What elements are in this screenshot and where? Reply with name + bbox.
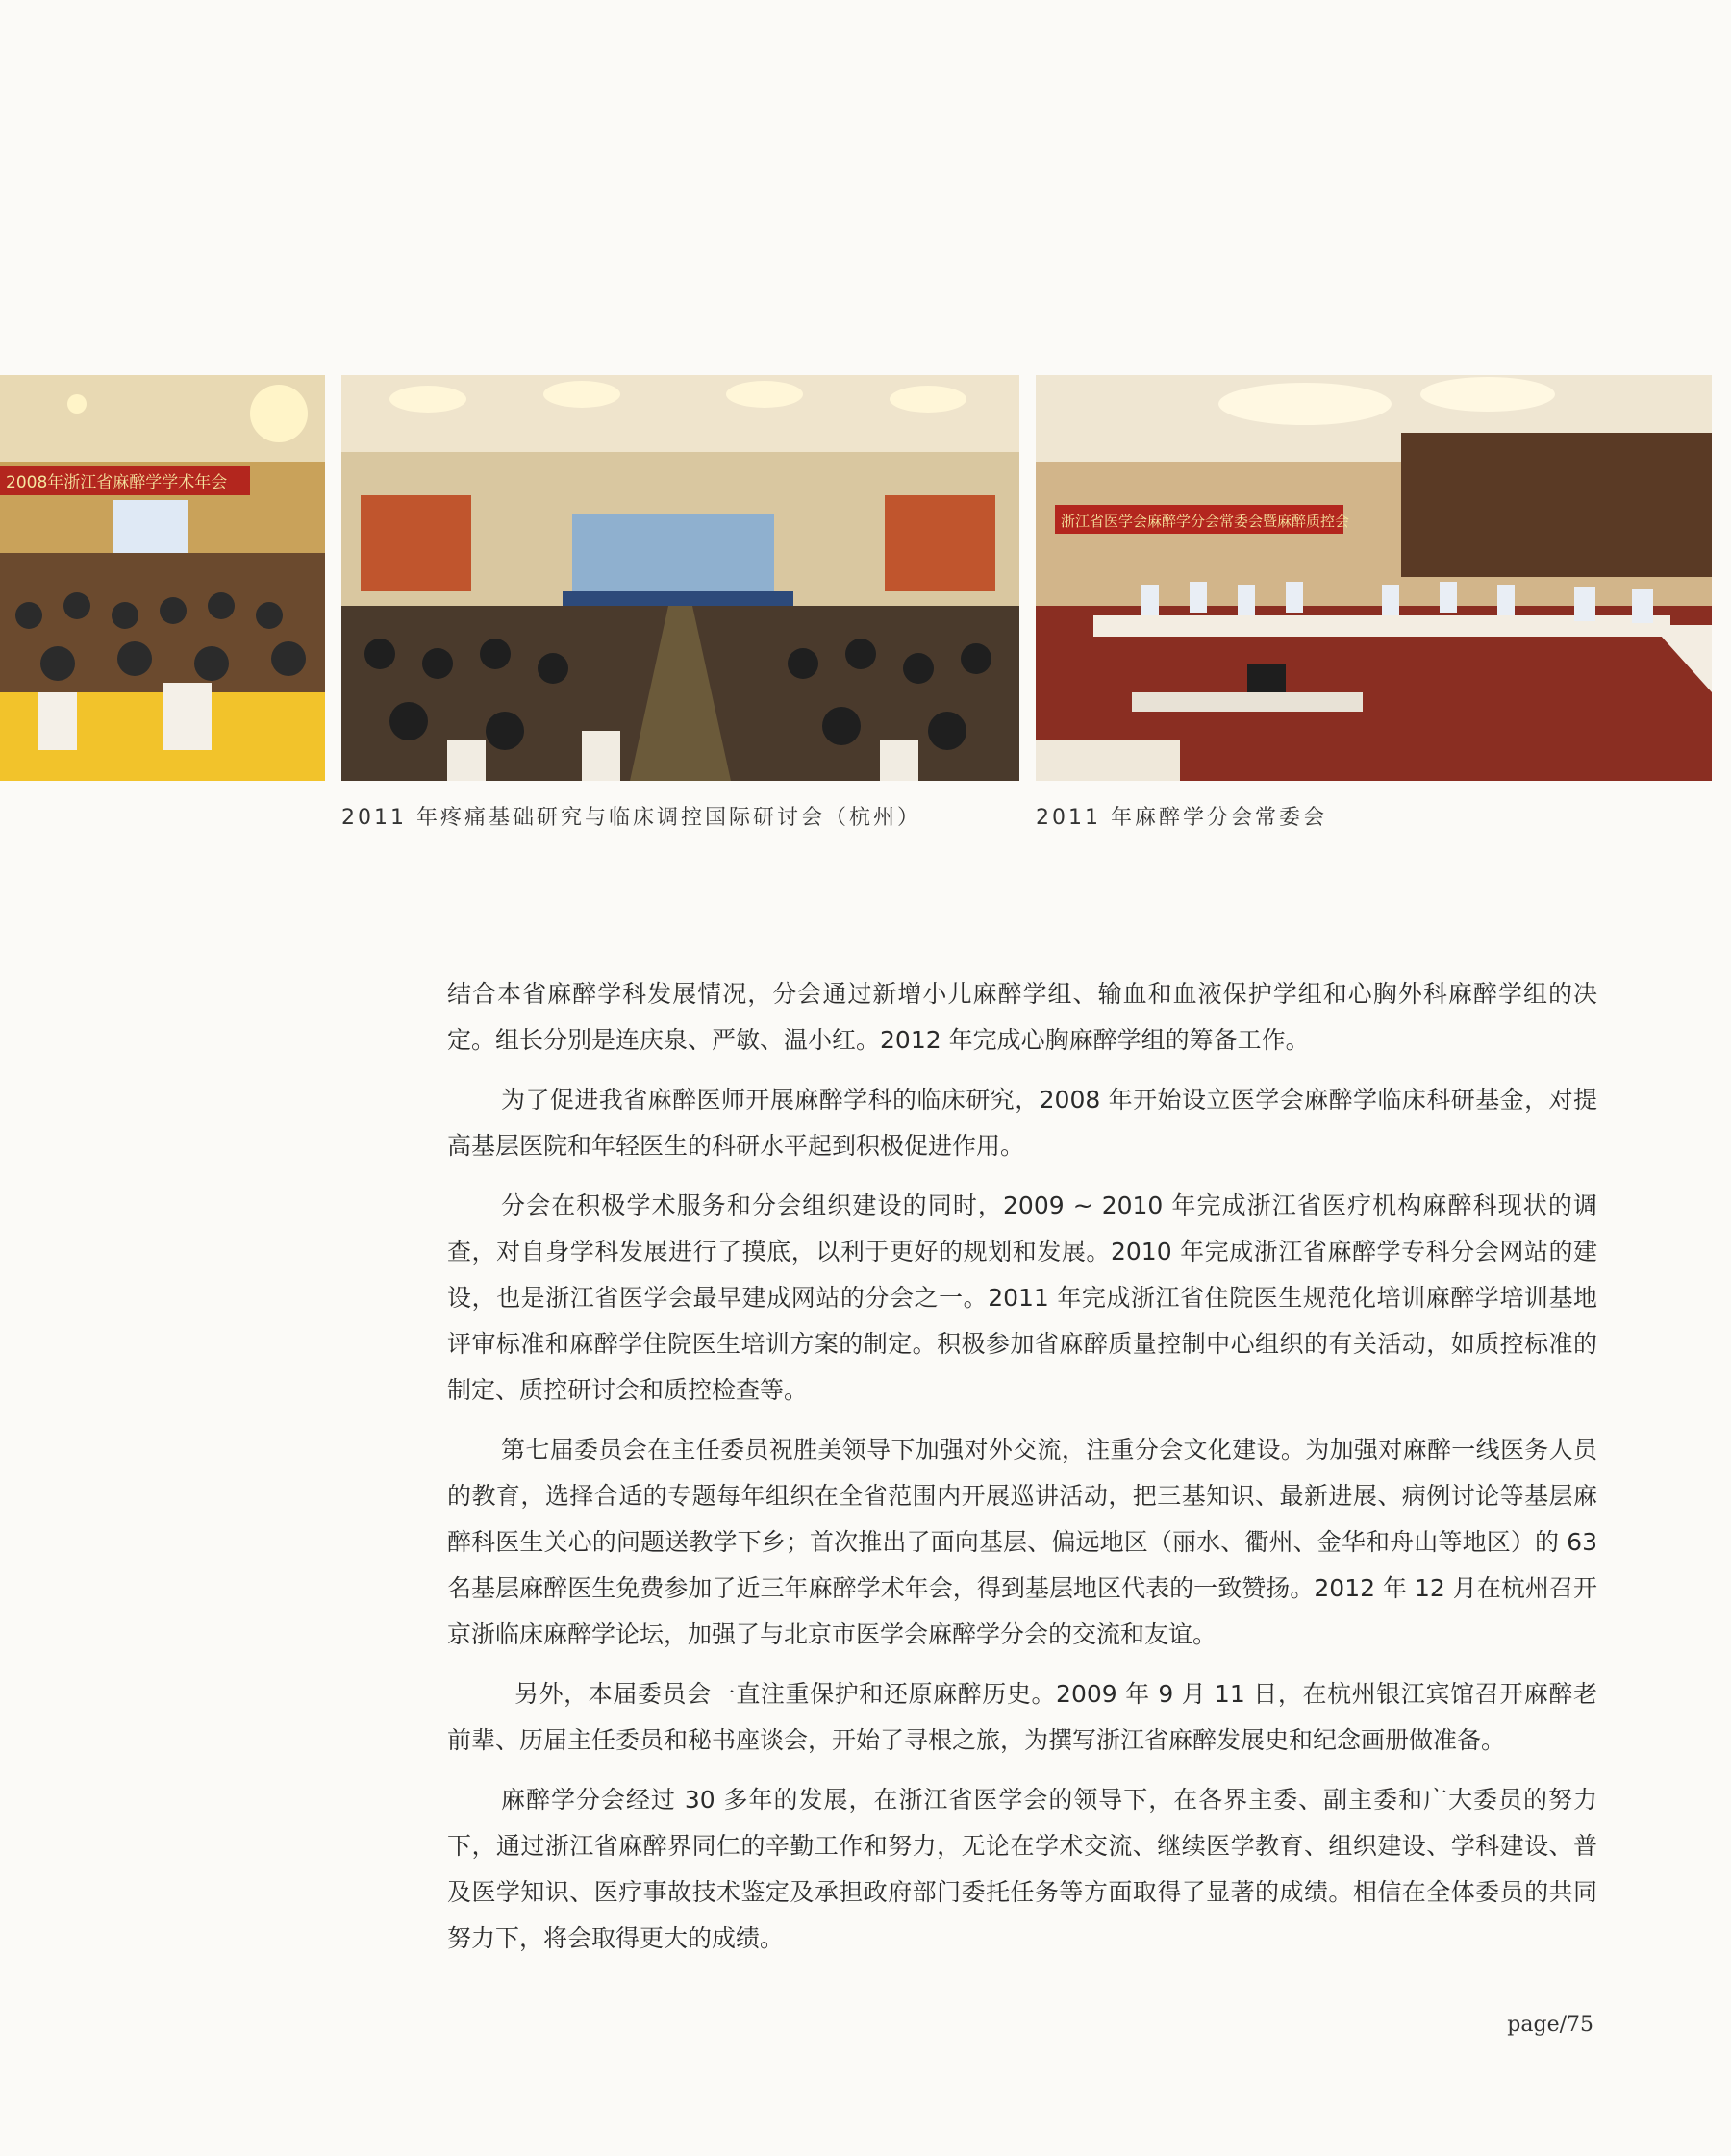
photo-caption: 2011 年疼痛基础研究与临床调控国际研讨会（杭州） [341,806,921,830]
banner-text: 浙江省医学会麻醉学分会常委会暨麻醉质控会 [1061,513,1350,530]
paragraph: 麻醉学分会经过 30 多年的发展，在浙江省医学会的领导下，在各界主委、副主委和广大委员的努力下，通过浙江省麻醉界同仁的辛勤工作和努力，无论在学术交流、继续医学教育、组织建设、学科建设、普及医学知识、医疗事故技术鉴定及承担政府部门委托任务等方面取得了显著的成绩。相信在全体委员的共同努力下，将会取得更大的成绩。 [447,1786,1597,1952]
committee-photo [1036,375,1712,781]
paragraph: 结合本省麻醉学科发展情况，分会通过新增小儿麻醉学组、输血和血液保护学组和心胸外科麻醉学组的决定。组长分别是连庆泉、严敏、温小红。2012 年完成心胸麻醉学组的筹备工作。 [447,980,1597,1054]
paragraph: 第七届委员会在主任委员祝胜美领导下加强对外交流，注重分会文化建设。为加强对麻醉一线医务人员的教育，选择合适的专题每年组织在全省范围内开展巡讲活动，把三基知识、最新进展、病例讨论等基层麻醉科医生关心的问题送教学下乡；首次推出了面向基层、偏远地区（丽水、衢州、金华和舟山等地区）的 63 名基层麻醉医生免费参加了近三年麻醉学术年会，得到基层地区代表的一致赞扬。2012 年 12 月在杭州召开京浙临床麻醉学论坛，加强了与北京市医学会麻醉学分会的交流和友谊。 [447,1436,1597,1648]
paragraph: 为了促进我省麻醉医师开展麻醉学科的临床研究，2008 年开始设立医学会麻醉学临床科研基金，对提高基层医院和年轻医生的科研水平起到积极促进作用。 [447,1086,1597,1160]
paragraph: 另外，本届委员会一直注重保护和还原麻醉历史。2009 年 9 月 11 日，在杭州银江宾馆召开麻醉老前辈、历届主任委员和秘书座谈会，开始了寻根之旅，为撰写浙江省麻醉发展史和纪念画册做准备。 [447,1680,1597,1754]
conference-photo-2008 [0,375,325,781]
page-number: page/75 [1507,2013,1593,2037]
article-body [447,971,1597,1975]
banner-text: 2008年浙江省麻醉学学术年会 [6,473,228,492]
conference-photo-pain-symposium [341,375,1019,781]
photo-caption: 2011 年麻醉学分会常委会 [1036,806,1327,830]
paragraph: 分会在积极学术服务和分会组织建设的同时，2009 ~ 2010 年完成浙江省医疗机构麻醉科现状的调查，对自身学科发展进行了摸底，以利于更好的规划和发展。2010 年完成浙江省麻醉学专科分会网站的建设，也是浙江省医学会最早建成网站的分会之一。2011 年完成浙江省住院医生规范化培训麻醉学培训基地评审标准和麻醉学住院医生培训方案的制定。积极参加省麻醉质量控制中心组织的有关活动，如质控标准的制定、质控研讨会和质控检查等。 [447,1191,1597,1404]
